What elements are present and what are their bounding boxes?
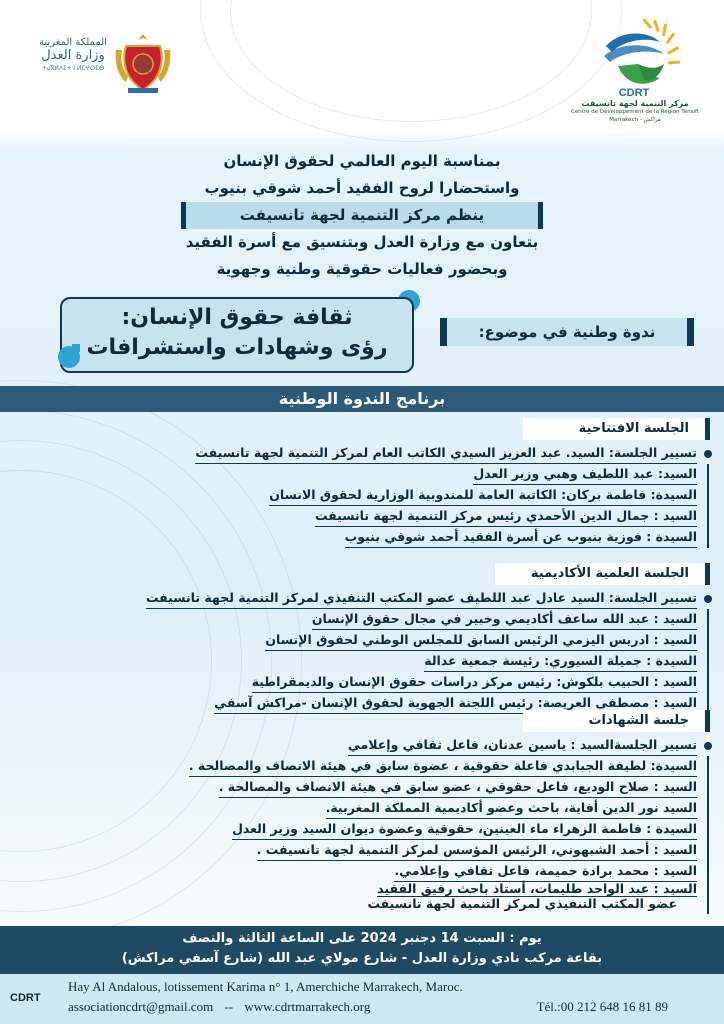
ministry-text xyxy=(34,36,112,75)
footer-cdrt-tag: CDRT xyxy=(10,992,41,1004)
cdrt-name-arabic: مركز التنمية لجهة تانسيفت xyxy=(581,99,689,108)
cdrt-logo xyxy=(560,12,710,130)
topic-title-line-2: رؤى وشهادات واستشرافات xyxy=(86,335,388,360)
intro-block xyxy=(60,148,664,283)
speech-bubble-icon xyxy=(58,346,80,368)
cdrt-sun-icon xyxy=(560,12,710,98)
footer-phone: Tél.:00 212 648 16 81 89 xyxy=(536,999,668,1014)
ministry-of-justice-logo xyxy=(34,30,184,100)
ministry-kingdom-label: المملكة المغربية xyxy=(39,37,107,48)
ministry-tifinagh-label: ⵜⴰⴳⵍⴷⵉⵜ ⵏ ⵍⵎⵖⵔⵉⴱ xyxy=(41,65,105,72)
list-item: السيدة: لطيفة الجبابدي فاعلة حقوقية ، عضوة سابق في هيئة الانصاف والمصالحة . xyxy=(189,756,697,777)
footer-contact xyxy=(68,998,668,1016)
opening-session-list xyxy=(40,443,715,548)
topic-title-box xyxy=(60,297,414,373)
footer-website[interactable]: www.cdrtmarrakech.org xyxy=(244,999,371,1014)
intro-line-5: وبحضور فعاليات حقوقية وطنية وجهوية xyxy=(216,260,508,278)
topic-title-line-1: ثقافة حقوق الإنسان: xyxy=(121,305,353,330)
list-item: السيدة : فوزية بنيوب عن أسرة الفقيد أحمد شوقي بنيوب xyxy=(345,527,697,548)
ministry-name-label: وزارة العدل xyxy=(41,48,105,63)
list-item: السيد : أحمد الشبهوني، الرئيس المؤسس لمركز التنمية لجهة تانسيفت . xyxy=(257,840,697,861)
program-title-bar: برنامج الندوة الوطنية xyxy=(0,386,724,412)
event-date: يوم : السبت 14 دجنبر 2024 على الساعة الثالثة والنصف xyxy=(182,931,542,946)
list-item: السيدة : جميلة السيوري: رئيسة جمعية عدالة xyxy=(424,651,697,672)
header xyxy=(0,0,724,132)
academic-session-list xyxy=(40,588,715,714)
testimonies-session-list xyxy=(40,735,715,914)
footer xyxy=(0,974,724,1024)
list-item: السيد : عبد الواحد طليمات، أستاذ باحث رفيق الفقيد عضو المكتب التنفيذي لمركز التنمية لجهة تانسيفت xyxy=(367,881,697,911)
list-item: السيدة: فاطمة بركان: الكاتبة العامة للمندوبية الوزارية لحقوق الانسان xyxy=(269,485,697,506)
opening-session-title: الجلسة الافتتاحية xyxy=(523,418,710,440)
testimonies-session-title: جلسة الشهادات xyxy=(523,710,710,732)
intro-line-4: بتعاون مع وزارة العدل وبتنسيق مع أسرة الفقيد xyxy=(185,233,539,251)
footer-address: Hay Al Andalous, lotissement Karima n° 1, Amerchiche Marrakech, Maroc. xyxy=(68,979,463,994)
list-item: السيد نور الدين أفاية، باحث وعضو أكاديمية المملكة المغربية. xyxy=(326,798,697,819)
list-item: السيد : صلاح الوديع، فاعل حقوقي ، عضو سابق في هيئة الانصاف والمصالحة . xyxy=(219,777,697,798)
event-venue: بقاعة مركب نادي وزارة العدل - شارع مولاي عبد الله (شارع آسفي مراكش) xyxy=(121,951,603,966)
intro-line-2: واستحضارا لروح الفقيد أحمد شوقي بنيوب xyxy=(204,179,520,197)
list-item: السيد : جمال الدين الأحمدي رئيس مركز التنمية لجهة تانسيفت xyxy=(315,506,697,527)
academic-session-title: الجلسة العلمية الأكاديمية xyxy=(495,563,710,585)
list-item: السيد : الحبيب بلكوش: رئيس مركز دراسات حقوق الإنسان والديمقراطية xyxy=(252,672,697,693)
footer-email[interactable]: associationcdrt@gmail.com xyxy=(68,999,214,1014)
cdrt-city: Marrakech - مراكش xyxy=(609,117,661,123)
list-item: السيد : ادريس اليزمي الرئيس السابق للمجلس الوطني لحقوق الإنسان xyxy=(265,630,697,651)
list-item: السيد : محمد برادة حميمة، فاعل ثقافي وإعلامي. xyxy=(394,861,697,882)
topic-label: ندوة وطنية في موضوع: xyxy=(440,318,694,346)
list-item: السيد : مصطفى العريصة: رئيس اللجنة الجهوية لحقوق الإنسان -مراكش آسفي xyxy=(214,693,697,714)
event-date-band xyxy=(0,926,724,974)
list-item: تسيير الجلسة: السيد عادل عبد اللطيف عضو المكتب التنفيذي لمركز التنمية لجهة تانسيفت xyxy=(40,588,715,609)
cdrt-name-french: Centre de Développement de la Région Tensift xyxy=(571,109,699,115)
svg-text:CDRT: CDRT xyxy=(618,87,650,98)
cdrt-name-block xyxy=(560,100,710,124)
list-item: السيد : عبد الله ساعف أكاديمي وخبير في مجال حقوق الإنسان xyxy=(312,609,697,630)
moroccan-crest-icon xyxy=(112,30,174,96)
intro-organizer-highlight: ينظم مركز التنمية لجهة تانسيفت xyxy=(181,202,543,229)
list-item: السيد: عبد اللطيف وهبي وزير العدل xyxy=(473,464,697,485)
list-item: تسيير الجلسة: السيد. عبد العزيز السيدي الكاتب العام لمركز التنمية لجهة تانسيفت xyxy=(40,443,715,464)
list-item: تسيير الجلسةالسيد : ياسين عدنان، فاعل ثقافي وإعلامي xyxy=(40,735,715,756)
list-item: السيدة : فاطمة الزهراء ماء العينين، حقوقية وعضوة ديوان السيد وزير العدل xyxy=(232,819,697,840)
intro-line-1: بمناسبة اليوم العالمي لحقوق الإنسان xyxy=(223,152,501,170)
footer-separator: -- xyxy=(224,999,234,1014)
